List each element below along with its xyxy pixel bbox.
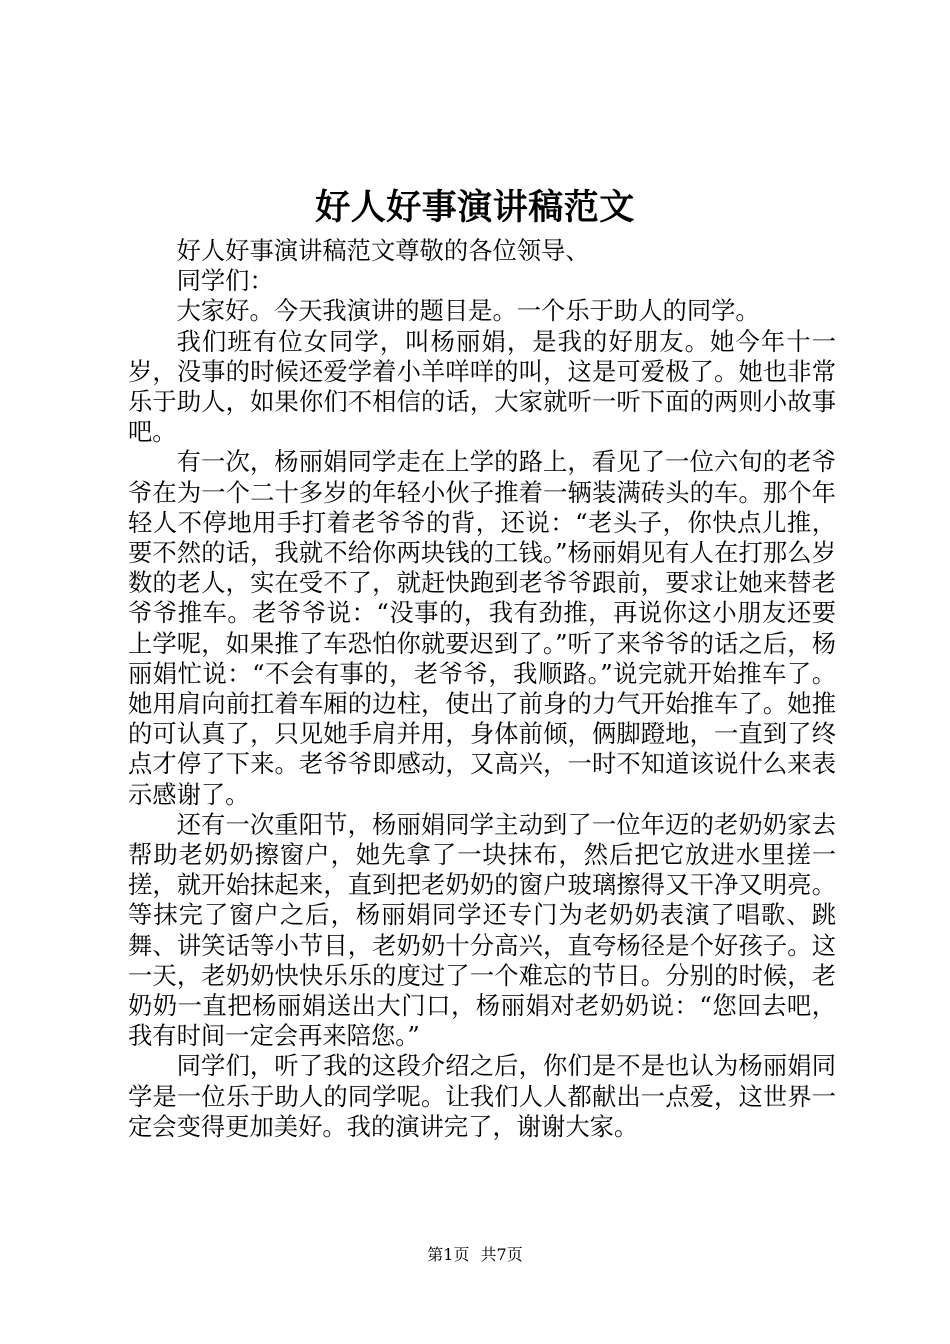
paragraph-salutation: 同学们： bbox=[176, 266, 274, 296]
document-body bbox=[128, 236, 836, 1142]
page-footer bbox=[0, 1244, 950, 1266]
paragraph-greeting: 大家好。今天我演讲的题目是。一个乐于助人的同学。 bbox=[176, 296, 760, 326]
page-total: 共7页 bbox=[480, 1245, 523, 1264]
paragraph-introduction: 我们班有位女同学，叫杨丽娟，是我的好朋友。她今年十一岁，没事的时候还爱学着小羊咩咩的叫，这是可爱极了。她也非常乐于助人，如果你们不相信的话，大家就听一听下面的两则小故事吧。 bbox=[128, 326, 836, 447]
paragraph-heading-line: 好人好事演讲稿范文尊敬的各位领导、 bbox=[176, 236, 590, 265]
paragraph-story-two: 还有一次重阳节，杨丽娟同学主动到了一位年迈的老奶奶家去帮助老奶奶擦窗户，她先拿了一块抹布，然后把它放进水里搓一搓，就开始抹起来，直到把老奶奶的窗户玻璃擦得又干净又明亮。等抹完了窗户之后，杨丽娟同学还专门为老奶奶表演了唱歌、跳舞、讲笑话等小节目，老奶奶十分高兴，直夸杨径是个好孩子。这一天，老奶奶快快乐乐的度过了一个难忘的节日。分别的时候，老奶奶一直把杨丽娟送出大门口，杨丽娟对老奶奶说：“您回去吧，我有时间一定会再来陪您。” bbox=[128, 809, 836, 1051]
paragraph-story-one: 有一次，杨丽娟同学走在上学的路上，看见了一位六旬的老爷爷在为一个二十多岁的年轻小伙子推着一辆装满砖头的车。那个年轻人不停地用手打着老爷爷的背，还说：“老头子，你快点儿推，要不然的话，我就不给你两块钱的工钱。”杨丽娟见有人在打那么岁数的老人，实在受不了，就赶快跑到老爷爷跟前，要求让她来替老爷爷推车。老爷爷说：“没事的，我有劲推，再说你这小朋友还要上学呢，如果推了车恐怕你就要迟到了。”听了来爷爷的话之后，杨丽娟忙说：“不会有事的，老爷爷，我顺路。”说完就开始推车了。她用肩向前扛着车厢的边柱，使出了前身的力气开始推车了。她推的可认真了，只见她手肩并用，身体前倾，俩脚蹬地，一直到了终点才停了下来。老爷爷即感动，又高兴，一时不知道该说什么来表示感谢了。 bbox=[128, 447, 836, 809]
page-title: 好人好事演讲稿范文 bbox=[315, 187, 635, 228]
paragraph-closing: 同学们，听了我的这段介绍之后，你们是不是也认为杨丽娟同学是一位乐于助人的同学呢。让我们人人都献出一点爱，这世界一定会变得更加美好。我的演讲完了，谢谢大家。 bbox=[128, 1051, 836, 1141]
page-number: 第1页 bbox=[427, 1245, 470, 1264]
